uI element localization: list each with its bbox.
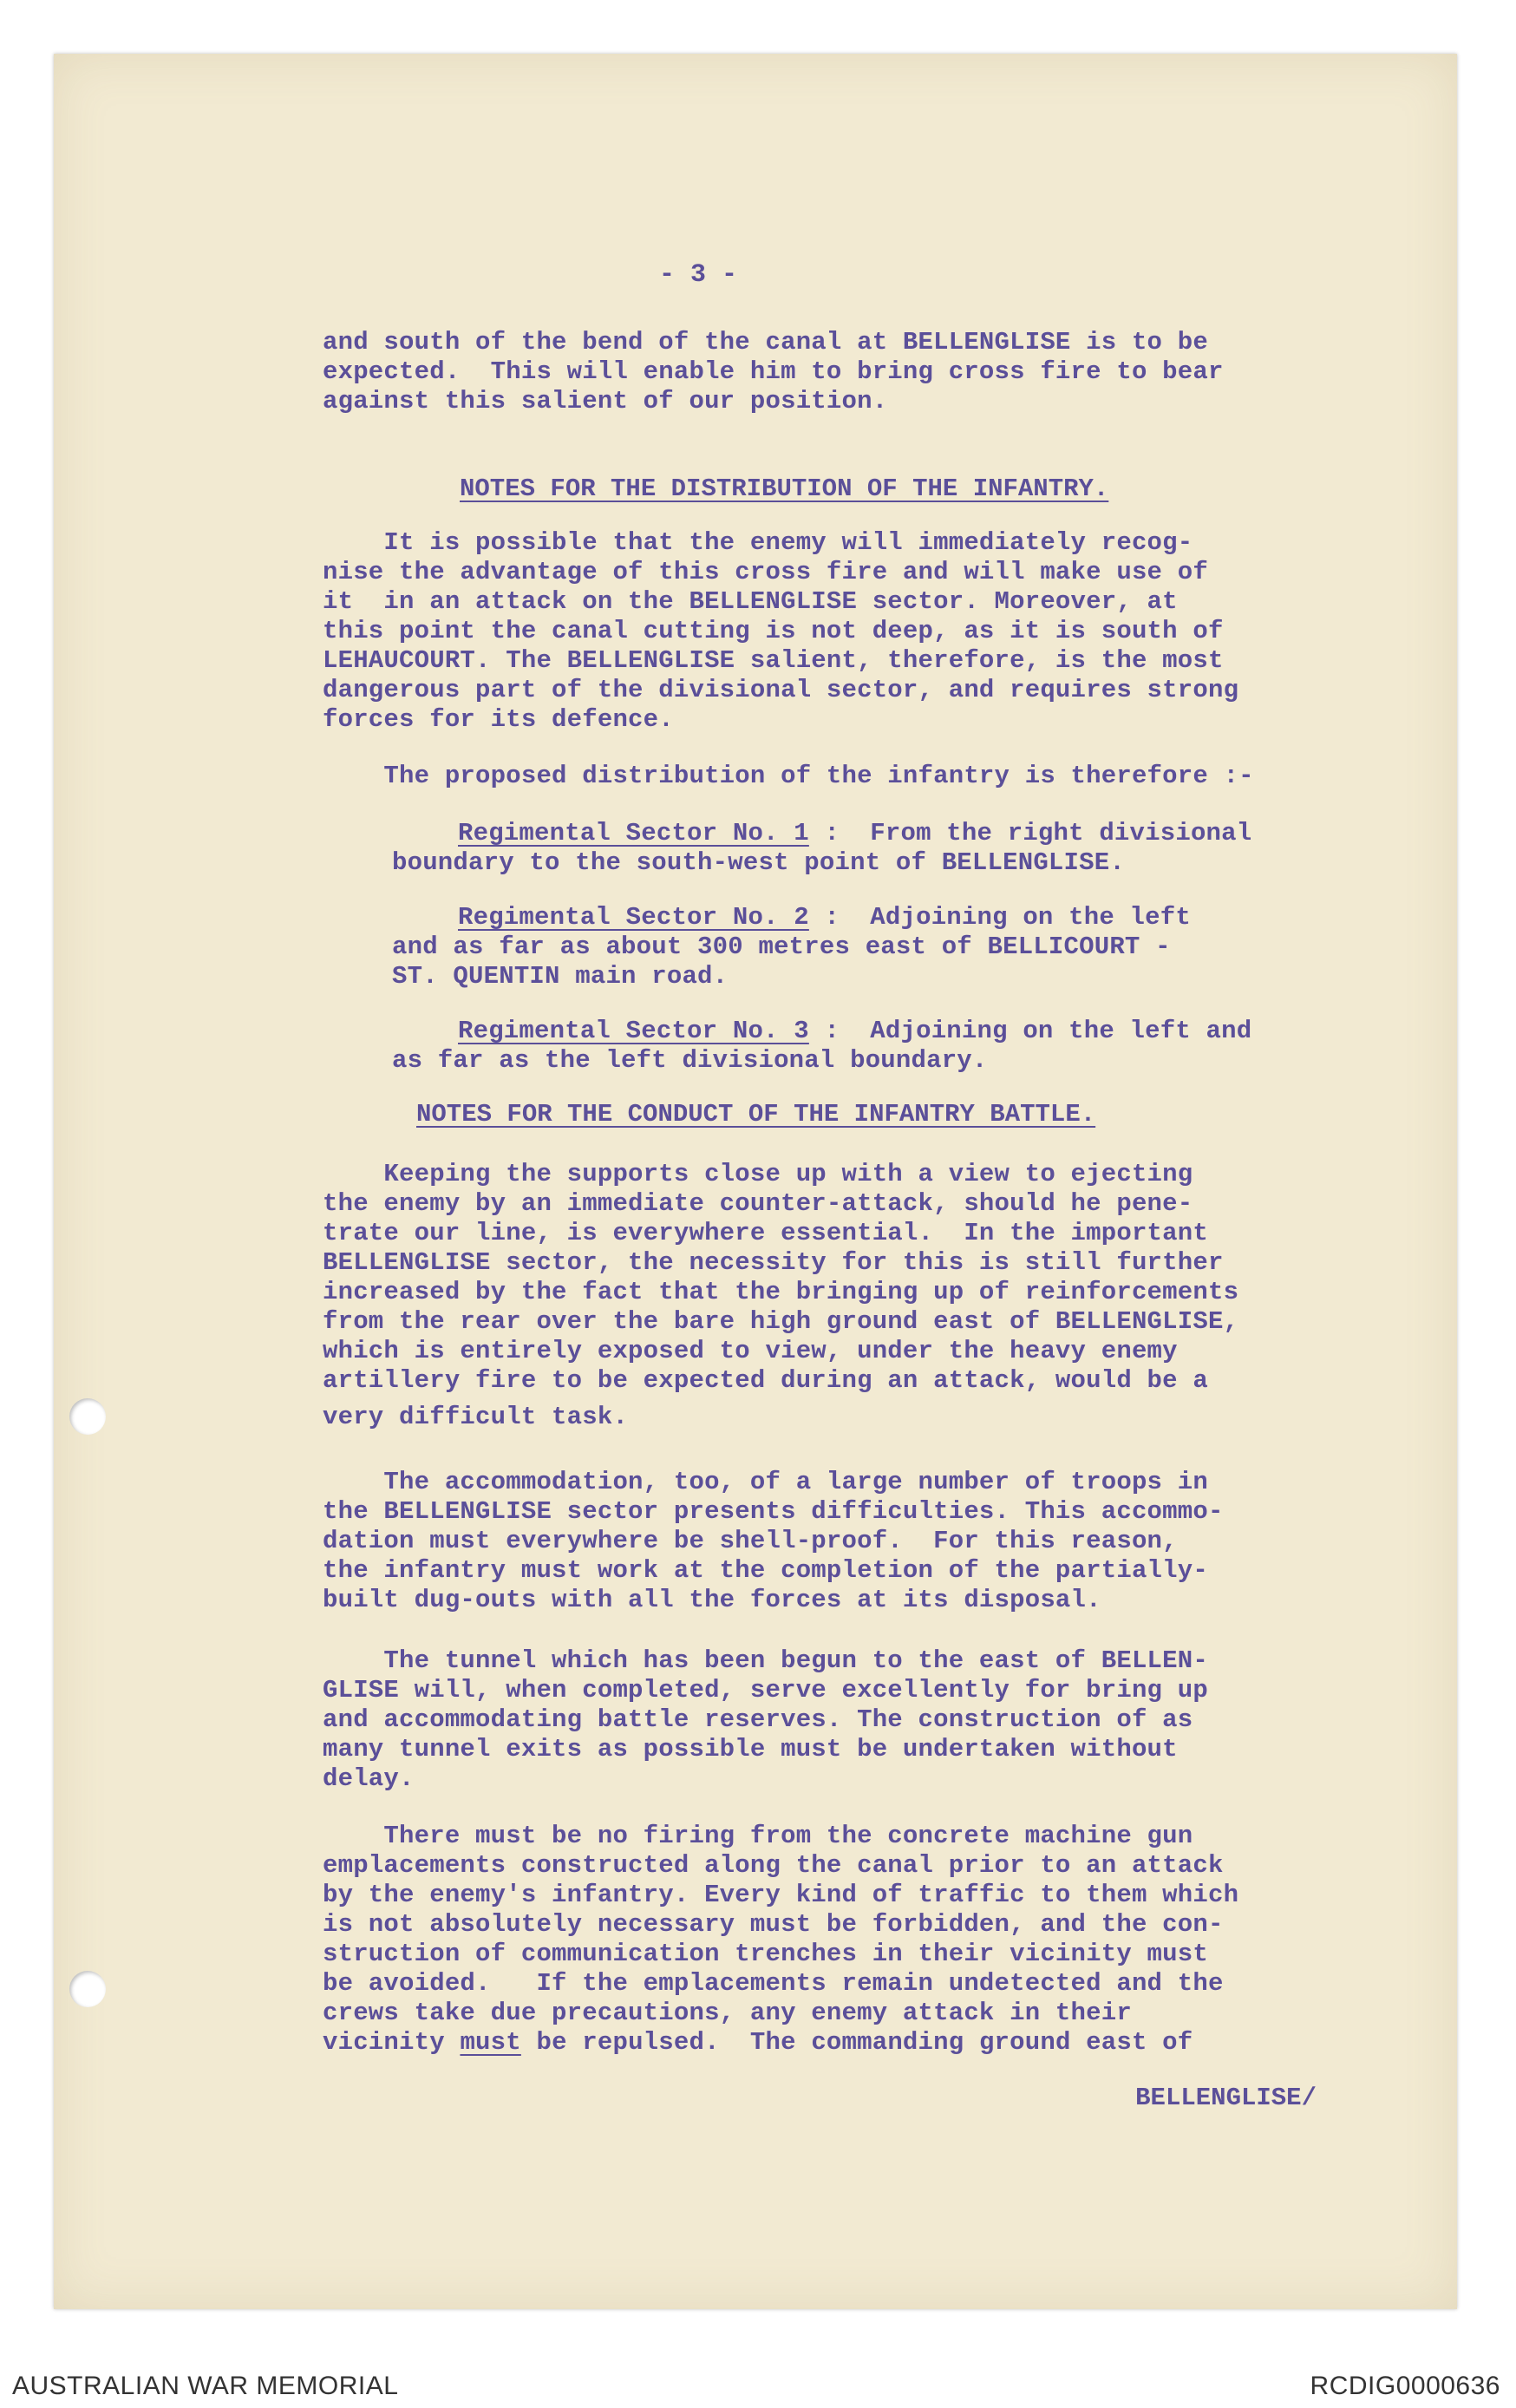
paragraph-line: dangerous part of the divisional sector, and requires strong (323, 676, 1239, 704)
paragraph-line: and accommodating battle reserves. The construction of as (323, 1705, 1193, 1734)
footer-source: AUSTRALIAN WAR MEMORIAL (12, 2372, 399, 2400)
sector-text: : Adjoining on the left (808, 903, 1191, 932)
punch-hole (69, 1971, 106, 2007)
paragraph-line: many tunnel exits as possible must be undertaken without (323, 1735, 1178, 1763)
opening-line: expected. This will enable him to bring cross fire to bear (323, 357, 1224, 386)
paragraph-line: The tunnel which has been begun to the east of BELLEN- (323, 1646, 1208, 1675)
paragraph-line: forces for its defence. (323, 705, 674, 734)
paragraph-line: this point the canal cutting is not deep, as it is south of (323, 617, 1224, 645)
paragraph-line: trate our line, is everywhere essential. In the important (323, 1219, 1208, 1247)
paragraph-line: It is possible that the enemy will immediately recog- (323, 528, 1193, 557)
opening-line: against this salient of our position. (323, 387, 888, 416)
paragraph-line: There must be no firing from the concrete machine gun (323, 1822, 1193, 1850)
paragraph-line: which is entirely exposed to view, under the heavy enemy (323, 1337, 1178, 1365)
paragraph-line: it in an attack on the BELLENGLISE sector. Moreover, at (323, 587, 1178, 616)
page-number: - 3 - (659, 260, 738, 290)
line-text: be repulsed. The commanding ground east of (520, 2028, 1193, 2057)
emphasized-word: must (460, 2028, 521, 2057)
paragraph-line: by the enemy's infantry. Every kind of traffic to them which (323, 1881, 1239, 1909)
section-heading: NOTES FOR THE DISTRIBUTION OF THE INFANTRY. (460, 474, 1109, 503)
paragraph-line: LEHAUCOURT. The BELLENGLISE salient, therefore, is the most (323, 646, 1224, 675)
line-text: vicinity (323, 2028, 461, 2057)
paragraph-line: the BELLENGLISE sector presents difficulties. This accommo- (323, 1497, 1224, 1526)
sector-label: Regimental Sector No. 2 (458, 903, 809, 932)
sector-line (458, 903, 1191, 932)
paragraph-line: The proposed distribution of the infantry is therefore :- (323, 762, 1254, 790)
sector-label: Regimental Sector No. 1 (458, 819, 809, 847)
sector-line: as far as the left divisional boundary. (392, 1046, 988, 1075)
paragraph-line: BELLENGLISE sector, the necessity for this is still further (323, 1248, 1224, 1277)
footer-id: RCDIG0000636 (1310, 2372, 1500, 2400)
paragraph-line: built dug-outs with all the forces at its disposal. (323, 1586, 1101, 1614)
sector-text: : From the right divisional (808, 819, 1252, 847)
paragraph-line: artillery fire to be expected during an attack, would be a (323, 1366, 1208, 1395)
paragraph-line: from the rear over the bare high ground east of BELLENGLISE, (323, 1307, 1239, 1336)
paragraph-line: The accommodation, too, of a large number of troops in (323, 1468, 1208, 1496)
paragraph-line: is not absolutely necessary must be forbidden, and the con- (323, 1910, 1224, 1939)
sector-line (458, 819, 1251, 848)
sector-label: Regimental Sector No. 3 (458, 1017, 809, 1045)
paragraph-line: nise the advantage of this cross fire and will make use of (323, 558, 1208, 586)
paragraph-line: GLISE will, when completed, serve excellently for bring up (323, 1676, 1208, 1705)
paragraph-line: the enemy by an immediate counter-attack, should he pene- (323, 1189, 1193, 1218)
paragraph-line (323, 2028, 1193, 2058)
sector-line: and as far as about 300 metres east of BELLICOURT - (392, 932, 1171, 961)
paragraph-line: very difficult task. (323, 1403, 629, 1431)
catchword: BELLENGLISE/ (1135, 2084, 1317, 2112)
paragraph-line: be avoided. If the emplacements remain undetected and the (323, 1969, 1224, 1998)
sector-text: : Adjoining on the left and (808, 1017, 1252, 1045)
sector-line: boundary to the south-west point of BELLENGLISE. (392, 848, 1125, 877)
paragraph-line: the infantry must work at the completion of the partially- (323, 1556, 1208, 1585)
punch-hole (69, 1398, 106, 1435)
paragraph-line: dation must everywhere be shell-proof. For this reason, (323, 1527, 1178, 1555)
paragraph-line: Keeping the supports close up with a view to ejecting (323, 1160, 1193, 1188)
sector-line: ST. QUENTIN main road. (392, 962, 729, 991)
paragraph-line: crews take due precautions, any enemy attack in their (323, 1999, 1132, 2027)
paragraph-line: increased by the fact that the bringing up of reinforcements (323, 1278, 1239, 1306)
paragraph-line: emplacements constructed along the canal prior to an attack (323, 1851, 1224, 1880)
section-heading: NOTES FOR THE CONDUCT OF THE INFANTRY BATTLE. (416, 1100, 1096, 1129)
paragraph-line: struction of communication trenches in their vicinity must (323, 1940, 1208, 1968)
sector-line (458, 1017, 1251, 1046)
paragraph-line: delay. (323, 1764, 415, 1793)
opening-line: and south of the bend of the canal at BELLENGLISE is to be (323, 328, 1208, 357)
